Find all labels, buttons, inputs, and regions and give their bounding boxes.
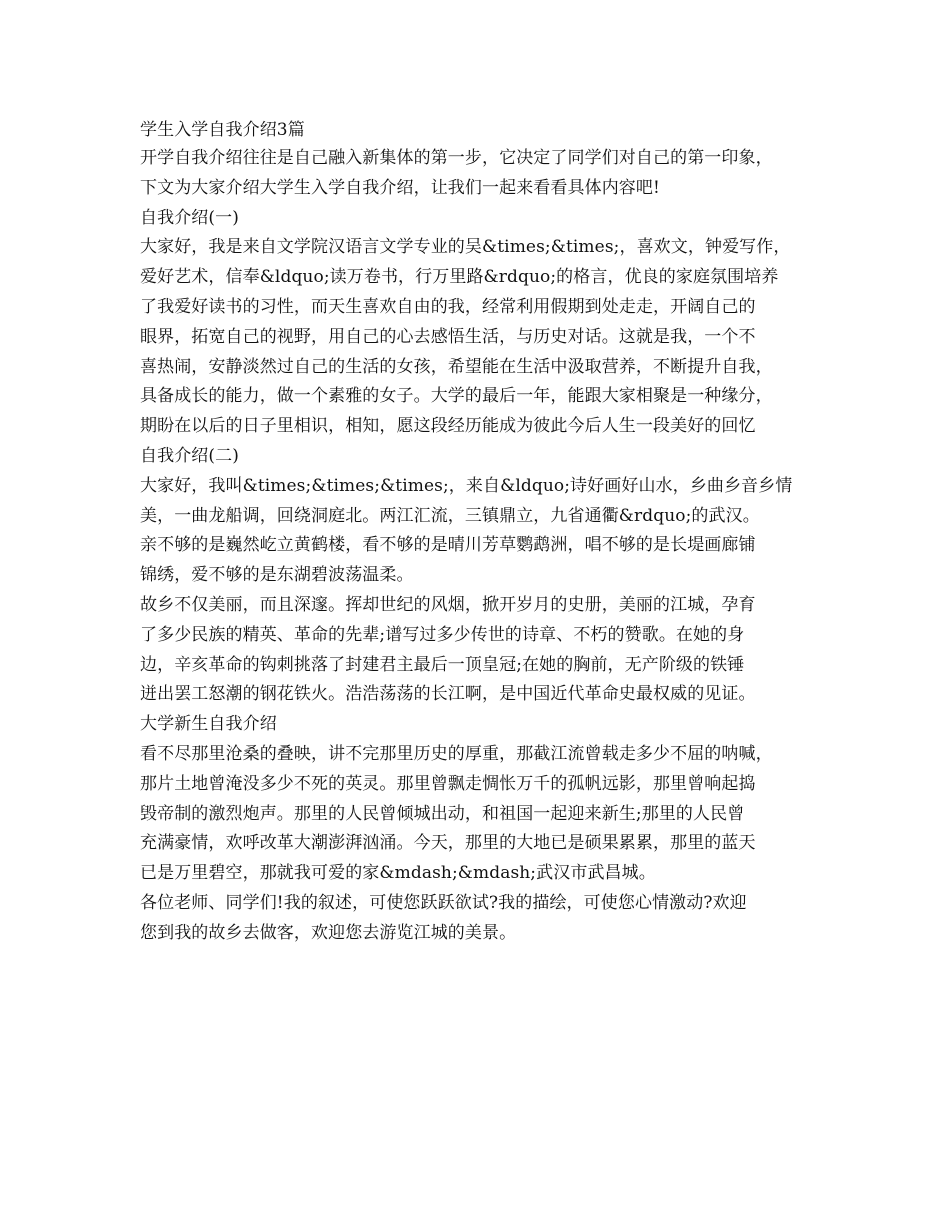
section-3-paragraph-line: 那片土地曾淹没多少不死的英灵。那里曾飘走惆怅万千的孤帆远影，那里曾响起捣	[140, 773, 756, 794]
section-3-paragraph-line: 充满豪情，欢呼改革大潮澎湃汹涌。今天，那里的大地已是硕果累累，那里的蓝天	[140, 833, 756, 854]
closing-paragraph-line: 您到我的故乡去做客，欢迎您去游览江城的美景。	[140, 922, 517, 943]
document-title: 学生入学自我介绍3篇	[140, 120, 305, 140]
section-1-paragraph-line: 具备成长的能力，做一个素雅的女子。大学的最后一年，能跟大家相聚是一种缘分，	[140, 386, 773, 407]
section-2-paragraph-line: 亲不够的是巍然屹立黄鹤楼，看不够的是晴川芳草鹦鹉洲，唱不够的是长堤画廊铺	[140, 535, 756, 556]
intro-paragraph-line: 开学自我介绍往往是自己融入新集体的第一步，它决定了同学们对自己的第一印象，	[140, 148, 773, 168]
section-1-paragraph-line: 期盼在以后的日子里相识，相知，愿这段经历能成为彼此今后人生一段美好的回忆	[140, 416, 756, 437]
section-1-paragraph-line: 爱好艺术，信奉&ldquo;读万卷书，行万里路&rdquo;的格言，优良的家庭氛围培养	[140, 267, 779, 288]
section-2-paragraph-line: 故乡不仅美丽，而且深邃。挥却世纪的风烟，掀开岁月的史册，美丽的江城，孕育	[140, 594, 756, 615]
intro-paragraph-line: 下文为大家介绍大学生入学自我介绍，让我们一起来看看具体内容吧!	[140, 177, 660, 198]
closing-paragraph-line: 各位老师、同学们!我的叙述，可使您跃跃欲试?我的描绘，可使您心情激动?欢迎	[140, 892, 747, 913]
section-heading-1: 自我介绍(一)	[140, 207, 239, 228]
section-2-paragraph-line: 边，辛亥革命的钩刺挑落了封建君主最后一顶皇冠;在她的胸前，无产阶级的铁锤	[140, 654, 745, 675]
section-2-paragraph-line: 迸出罢工怒潮的钢花铁火。浩浩荡荡的长江啊，是中国近代革命史最权威的见证。	[140, 684, 756, 705]
section-3-paragraph-line: 已是万里碧空，那就我可爱的家&mdash;&mdash;武汉市武昌城。	[140, 863, 656, 884]
section-2-paragraph-line: 了多少民族的精英、革命的先辈;谱写过多少传世的诗章、不朽的赞歌。在她的身	[140, 624, 745, 645]
section-2-paragraph-line: 大家好，我叫&times;&times;&times;，来自&ldquo;诗好画好山水，乡曲乡音乡情	[140, 475, 793, 496]
section-1-paragraph-line: 喜热闹，安静淡然过自己的生活的女孩，希望能在生活中汲取营养，不断提升自我，	[140, 356, 773, 377]
section-1-paragraph-line: 大家好，我是来自文学院汉语言文学专业的吴&times;&times;，喜欢文，钟爱写作，	[140, 237, 791, 258]
section-3-paragraph-line: 毁帝制的激烈炮声。那里的人民曾倾城出动，和祖国一起迎来新生;那里的人民曾	[140, 803, 745, 824]
section-1-paragraph-line: 了我爱好读书的习性，而天生喜欢自由的我，经常利用假期到处走走，开阔自己的	[140, 296, 756, 317]
section-3-paragraph-line: 看不尽那里沧桑的叠映，讲不完那里历史的厚重，那截江流曾载走多少不屈的呐喊，	[140, 743, 773, 764]
document-body	[140, 116, 820, 949]
section-2-paragraph-line: 锦绣，爱不够的是东湖碧波荡温柔。	[140, 565, 414, 586]
section-1-paragraph-line: 眼界，拓宽自己的视野，用自己的心去感悟生活，与历史对话。这就是我，一个不	[140, 326, 756, 347]
section-2-paragraph-line: 美，一曲龙船调，回绕洞庭北。两江汇流，三镇鼎立，九省通衢&rdquo;的武汉。	[140, 505, 760, 526]
section-heading-3: 大学新生自我介绍	[140, 714, 277, 735]
section-heading-2: 自我介绍(二)	[140, 445, 239, 466]
